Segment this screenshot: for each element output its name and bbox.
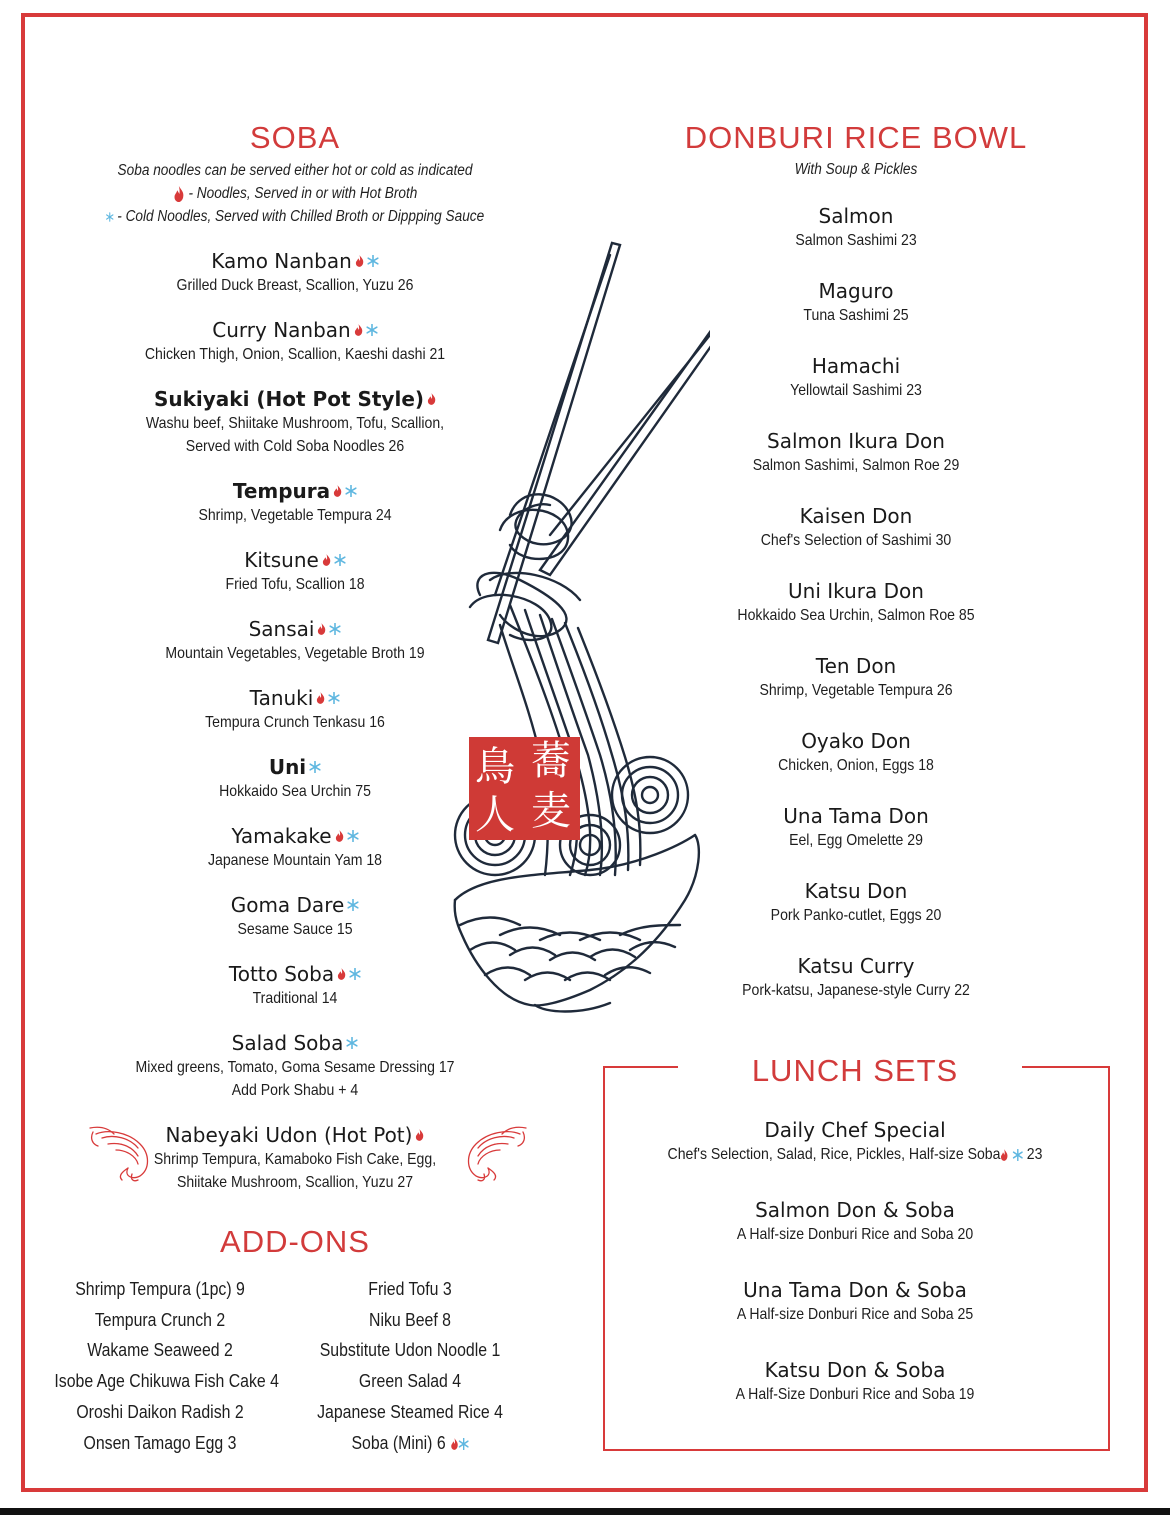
addon-item [304,1428,515,1459]
menu-item-name-text: Salad Soba [231,1031,344,1055]
bottom-edge-bar [0,1508,1170,1515]
stamp-char-4: 人 [475,792,515,838]
menu-item-name [229,961,361,987]
addon-item: Substitute Udon Noodle 1 [319,1340,501,1361]
restaurant-seal-stamp [469,737,580,840]
addon-item: Niku Beef 8 [369,1309,451,1330]
lunch-item-list [615,1117,1095,1406]
menu-item-description: Hokkaido Sea Urchin 75 [219,783,371,800]
addons-title: ADD-ONS [220,1224,370,1259]
menu-item-description: Shrimp, Vegetable Tempura 26 [759,682,953,699]
menu-item-description: Eel, Egg Omelette 29 [789,832,923,849]
menu-item-name-text: Uni Ikura Don [788,579,924,603]
menu-item-description: Traditional 14 [252,990,338,1007]
menu-item-name [755,1197,955,1223]
flame-icon [355,255,364,267]
flame-icon [427,393,436,405]
menu-item-name-text: Kaisen Don [799,504,913,528]
flame-icon [333,485,342,497]
soba-intro: Soba noodles can be served either hot or cold as indicated [117,162,473,179]
menu-item-name [798,953,915,979]
menu-item-description: Sesame Sauce 15 [237,921,353,938]
menu-item-name-text: Ten Don [815,654,897,678]
addon-item: Wakame Seaweed 2 [87,1340,233,1361]
menu-item-description: Shrimp Tempura, Kamaboko Fish Cake, Egg, [153,1151,437,1168]
menu-item-name-text: Katsu Don & Soba [764,1358,946,1382]
menu-item-description: Chicken Thigh, Onion, Scallion, Kaeshi dashi 21 [144,346,446,363]
snowflake-icon [106,208,114,226]
addon-item: Oroshi Daikon Radish 2 [76,1401,244,1422]
legend-hot [106,182,484,205]
menu-item-name-text: Daily Chef Special [764,1118,946,1142]
snowflake-icon [329,623,341,635]
flame-icon [450,1438,458,1450]
menu-item-name-text: Sansai [248,617,315,641]
menu-item-name-text: Hamachi [811,354,901,378]
menu-item-name-text: Una Tama Don & Soba [743,1278,967,1302]
addon-item: Fried Tofu 3 [368,1279,452,1299]
menu-item-name [816,653,896,679]
menu-item-name-text: Salmon [818,204,894,228]
menu-item-name [232,1030,359,1056]
menu-item-description: Hokkaido Sea Urchin, Salmon Roe 85 [737,607,975,624]
menu-item-desc-text: Chef's Selection, Salad, Rice, Pickles, Half-size Soba [667,1146,1001,1163]
menu-item-name [783,803,929,829]
stamp-char-2: 麦 [531,788,571,834]
lunch-set-item [615,1117,1095,1166]
menu-item-name-text: Oyako Don [801,729,911,753]
menu-item-name [249,616,342,642]
menu-item-description: Yellowtail Sashimi 23 [790,382,922,399]
addon-item: Japanese Steamed Rice 4 [317,1401,503,1422]
menu-item-description: Chef's Selection of Sashimi 30 [760,532,952,549]
menu-item-description: A Half-size Donburi Rice and Soba 20 [736,1226,974,1243]
menu-item-name [743,1277,967,1303]
menu-item-name [819,278,894,304]
menu-item-description: Mountain Vegetables, Vegetable Broth 19 [165,645,425,662]
flame-icon [1000,1149,1008,1161]
menu-item-name-text: Katsu Don [804,879,908,903]
menu-item-description-line2: Served with Cold Soba Noodles 26 [185,438,405,455]
snowflake-icon [366,324,378,336]
flame-icon [317,623,326,635]
menu-item-description: Pork Panko-cutlet, Eggs 20 [770,907,942,924]
snowflake-icon [328,692,340,704]
legend-hot-text: - Noodles, Served in or with Hot Broth [188,185,418,202]
snowflake-icon [345,485,357,497]
addon-item: Shrimp Tempura (1pc) 9 [75,1279,245,1299]
flame-icon [415,1129,424,1141]
menu-item-name [767,428,945,454]
stamp-char-3: 鳥 [475,744,515,790]
addon-item-text: Soba (Mini) 6 [351,1432,446,1453]
menu-item-name-text: Nabeyaki Udon (Hot Pot) [165,1123,413,1147]
addons-left-column [40,1274,280,1458]
lunch-sets-section [615,1055,1095,1406]
menu-item-description [644,1143,1066,1166]
menu-item-name [805,878,908,904]
menu-item-description: Pork-katsu, Japanese-style Curry 22 [742,982,970,999]
menu-item-name-text: Una Tama Don [783,804,929,828]
menu-item-name [166,1122,425,1148]
menu-item-name [788,578,924,604]
menu-item-name-text: Goma Dare [230,893,345,917]
menu-item-description: Salmon Sashimi, Salmon Roe 29 [752,457,960,474]
legend-cold [106,205,484,228]
menu-item-name-text: Katsu Curry [797,954,915,978]
menu-item-name [819,203,894,229]
menu-item-description: Tuna Sashimi 25 [803,307,909,324]
addons-right-column [290,1274,530,1458]
snowflake-icon [334,554,346,566]
soba-menu-item [80,1030,510,1102]
lunch-sets-title: LUNCH SETS [751,1053,959,1088]
snowflake-icon [349,968,361,980]
menu-item-name [269,754,321,780]
flame-icon [337,968,346,980]
menu-item-name [231,823,358,849]
menu-item-description-line2: Shiitake Mushroom, Scallion, Yuzu 27 [176,1174,414,1191]
menu-item-name-text: Uni [268,755,307,779]
chopsticks-noodle-bowl-illustration [440,235,710,1015]
menu-item-name-text: Yamakake [231,824,332,848]
flame-icon [335,830,344,842]
donburi-subtitle: With Soup & Pickles [794,161,918,178]
menu-item-name-text: Tanuki [249,686,314,710]
menu-item-description-line2: Add Pork Shabu + 4 [231,1082,359,1099]
menu-item-name-text: Curry Nanban [212,318,351,342]
addon-item: Isobe Age Chikuwa Fish Cake 4 [54,1371,279,1392]
menu-item-name [154,386,436,412]
flame-icon [316,692,325,704]
menu-item-name [212,317,377,343]
menu-item-description: A Half-Size Donburi Rice and Soba 19 [735,1386,975,1403]
flame-icon [173,186,185,202]
menu-item-description: Mixed greens, Tomato, Goma Sesame Dressing 17 [135,1059,455,1076]
menu-item-description: Shrimp, Vegetable Tempura 24 [198,507,392,524]
lunch-set-item [615,1197,1095,1246]
addon-item: Tempura Crunch 2 [94,1309,226,1330]
menu-item-description: Washu beef, Shiitake Mushroom, Tofu, Scallion, [145,415,445,432]
menu-item-name-text: Salmon Ikura Don [767,429,945,453]
snowflake-icon [347,899,359,911]
flame-icon [354,324,363,336]
menu-item-description: Fried Tofu, Scallion 18 [225,576,365,593]
menu-item-description: A Half-size Donburi Rice and Soba 25 [736,1306,974,1323]
menu-item-name-text: Kamo Nanban [211,249,352,273]
snowflake-icon [347,830,359,842]
menu-item-name-text: Totto Soba [228,962,335,986]
flame-icon [322,554,331,566]
snowflake-icon [346,1037,358,1049]
menu-item-price: 23 [1026,1146,1043,1163]
menu-item-name [764,1117,945,1143]
addon-item: Onsen Tamago Egg 3 [83,1432,237,1453]
addon-item: Green Salad 4 [358,1371,462,1392]
legend-cold-text: - Cold Noodles, Served with Chilled Broth or Dippping Sauce [117,208,485,225]
lunch-set-item [615,1357,1095,1406]
menu-item-name [211,248,379,274]
menu-item-name [765,1357,946,1383]
menu-item-description: Japanese Mountain Yam 18 [207,852,383,869]
menu-item-name [244,547,346,573]
snowflake-icon [1012,1149,1023,1161]
shrimp-left-illustration [88,1124,158,1184]
menu-item-name-text: Sukiyaki (Hot Pot Style) [153,387,425,411]
menu-item-name-text: Tempura [232,479,331,503]
menu-item-description: Tempura Crunch Tenkasu 16 [205,714,385,731]
menu-item-description: Grilled Duck Breast, Scallion, Yuzu 26 [176,277,414,294]
menu-item-description: Chicken, Onion, Eggs 18 [778,757,934,774]
snowflake-icon [458,1438,469,1450]
donburi-title: DONBURI RICE BOWL [684,120,1028,155]
menu-item-name [231,892,360,918]
shrimp-right-illustration [458,1124,528,1184]
stamp-char-1: 蕎 [531,738,571,784]
menu-item-name [250,685,341,711]
addons-section [80,1226,510,1257]
snowflake-icon [367,255,379,267]
menu-item-name [800,503,913,529]
menu-item-name [801,728,911,754]
snowflake-icon [309,761,321,773]
menu-item-name [812,353,900,379]
soba-title: SOBA [249,120,341,155]
menu-item-description: Salmon Sashimi 23 [795,232,917,249]
menu-item-name [233,478,357,504]
menu-item-name-text: Kitsune [244,548,319,572]
menu-item-name-text: Salmon Don & Soba [755,1198,955,1222]
menu-item-name-text: Maguro [818,279,894,303]
lunch-set-item [615,1277,1095,1326]
